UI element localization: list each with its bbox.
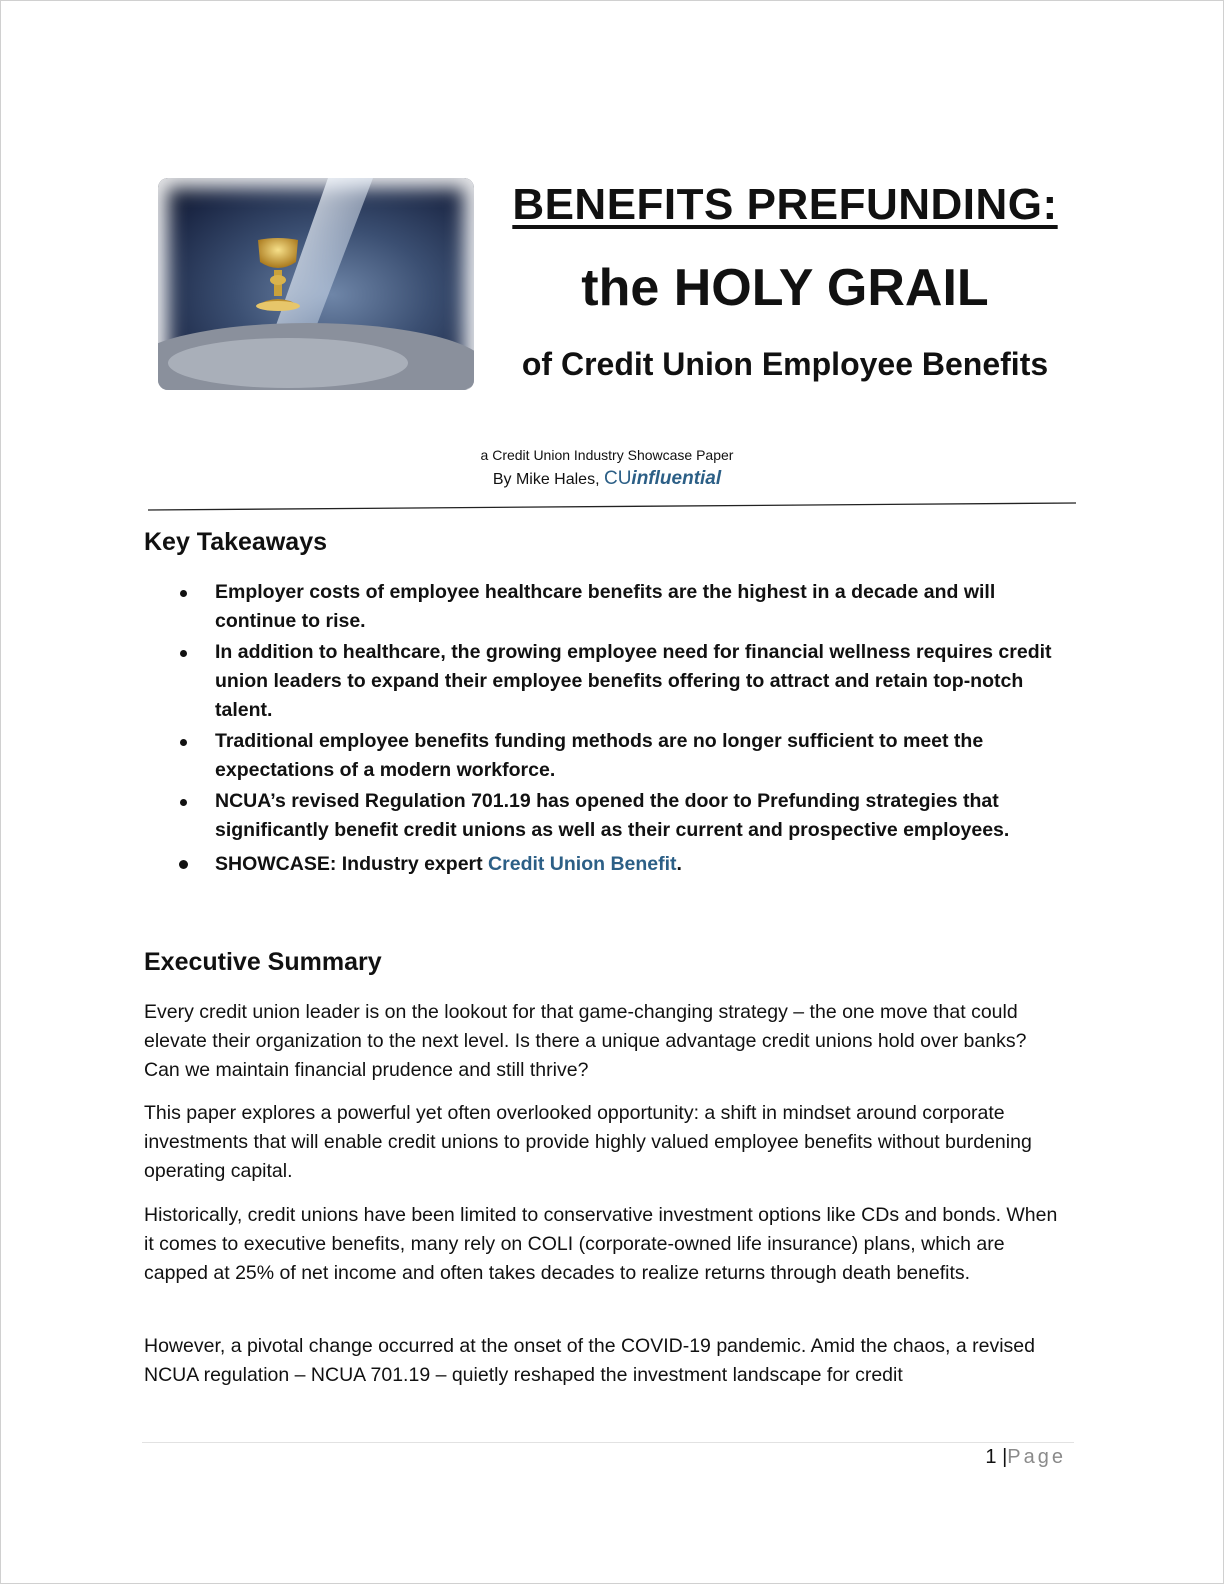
showcase-item (174, 850, 1074, 879)
list-item (174, 638, 1074, 725)
key-takeaways-heading: Key Takeaways (144, 528, 327, 556)
list-item-text: Traditional employee benefits funding methods are no longer sufficient to meet the expectations of a modern workforce. (215, 730, 984, 781)
bullet-icon (180, 799, 187, 806)
list-item-text: In addition to healthcare, the growing employee need for financial wellness requires credit union leaders to expand their employee benefits offering to attract and retain top-notch talent. (215, 641, 1052, 721)
list-item-text: Employer costs of employee healthcare benefits are the highest in a decade and will continue to rise. (215, 581, 996, 632)
brand-cu: CU (603, 468, 632, 489)
summary-paragraph-2: This paper explores a powerful yet often overlooked opportunity: a shift in mindset around corporate investments that will enable credit unions to provide highly valued employee benefits without burdening operating capital. (144, 1102, 1032, 1182)
bullet-icon (179, 860, 188, 869)
list-item (174, 787, 1074, 845)
byline (0, 468, 1214, 490)
title-line-3: of Credit Union Employee Benefits (521, 346, 1049, 382)
credit-union-benefit-link[interactable]: Credit Union Benefit (488, 853, 677, 875)
paper-tagline: a Credit Union Industry Showcase Paper (480, 447, 734, 463)
bullet-icon (180, 650, 187, 657)
bullet-icon (180, 739, 187, 746)
list-item-text: NCUA’s revised Regulation 701.19 has opened the door to Prefunding strategies that significantly benefit credit unions as well as their current and prospective employees. (215, 790, 1010, 841)
page-number-value: 1 (985, 1446, 997, 1468)
page-number (985, 1446, 1066, 1469)
summary-paragraph-4: However, a pivotal change occurred at the onset of the COVID-19 pandemic. Amid the chaos, a revised NCUA regulation – NCUA 701.19 – quietly reshaped the investment landscape for credit (144, 1335, 1035, 1386)
showcase-prefix: SHOWCASE: Industry expert (215, 853, 489, 875)
summary-paragraph-3: Historically, credit unions have been limited to conservative investment options like CDs and bonds. When it comes to executive benefits, many rely on COLI (corporate-owned life insurance) plans, which are capped at 25% of net income and often takes decades to realize returns through death benefits. (144, 1204, 1058, 1284)
title-line-1: BENEFITS PREFUNDING: (512, 180, 1058, 229)
executive-summary-heading: Executive Summary (144, 948, 382, 976)
holy-grail-image (158, 178, 474, 390)
bullet-icon (180, 590, 187, 597)
author-text: By Mike Hales, (492, 471, 604, 488)
summary-paragraph-1: Every credit union leader is on the lookout for that game-changing strategy – the one move that could elevate their organization to the next level. Is there a unique advantage credit unions hold over banks? Can we maintain financial prudence and still thrive? (144, 1001, 1027, 1081)
list-item (174, 727, 1074, 785)
list-item (174, 578, 1074, 636)
page-label: Page (1007, 1446, 1066, 1468)
key-takeaways-list (174, 578, 1074, 881)
header-divider (148, 500, 1078, 512)
page-separator: | (1002, 1446, 1008, 1468)
showcase-suffix: . (676, 853, 682, 875)
brand-influential: influential (631, 468, 722, 489)
footer-divider (142, 1442, 1074, 1443)
title-line-2: the HOLY GRAIL (581, 259, 989, 317)
